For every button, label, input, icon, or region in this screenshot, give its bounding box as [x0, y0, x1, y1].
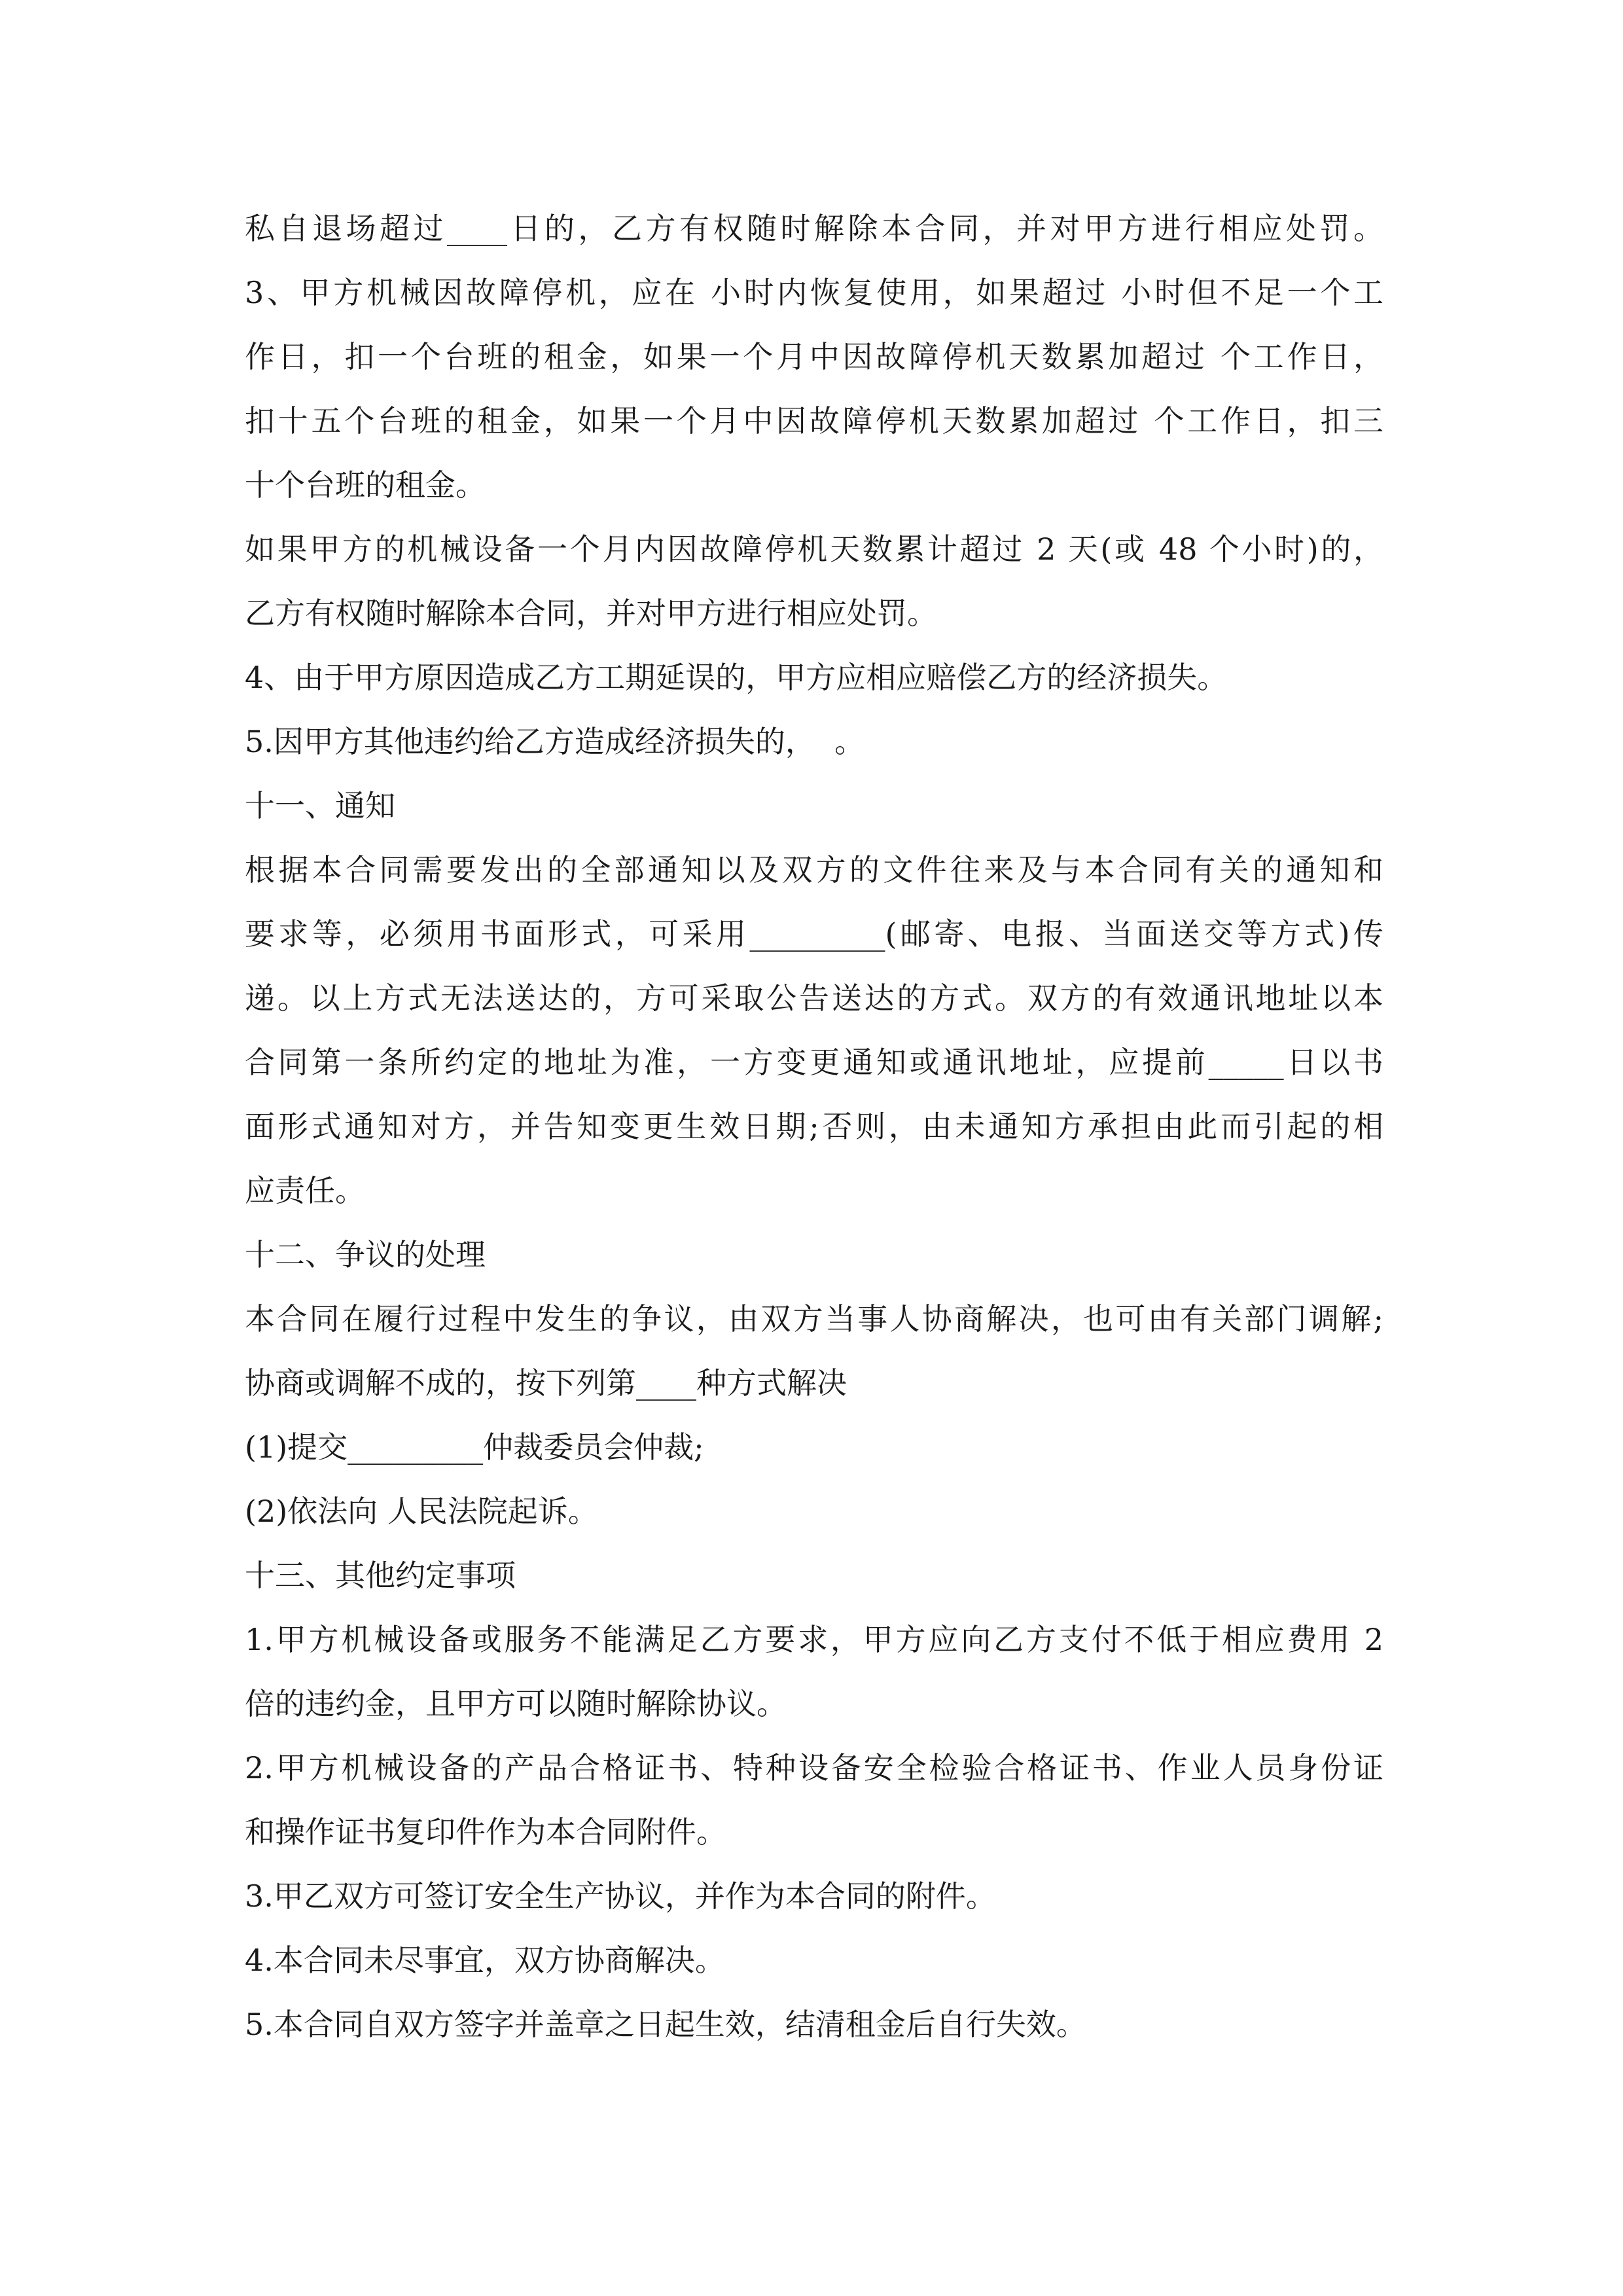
- text-line: 十个台班的租金。: [245, 467, 486, 503]
- text-line: 作日，扣一个台班的租金，如果一个月中因故障停机天数累加超过 个工作日，: [245, 339, 1383, 374]
- text-line: 4.本合同未尽事宜，双方协商解决。: [245, 1943, 725, 1978]
- section-heading: 十三、其他约定事项: [245, 1558, 516, 1593]
- contract-body: [245, 196, 1383, 2056]
- text-line: 协商或调解不成的，按下列第____种方式解决: [245, 1365, 847, 1401]
- text-line: 乙方有权随时解除本合同，并对甲方进行相应处罚。: [245, 596, 937, 631]
- text-line: 本合同在履行过程中发生的争议，由双方当事人协商解决，也可由有关部门调解;: [245, 1301, 1383, 1336]
- section-heading: 十二、争议的处理: [245, 1237, 486, 1272]
- text-line: 私自退场超过____日的，乙方有权随时解除本合同，并对甲方进行相应处罚。: [245, 211, 1383, 246]
- text-line: 要求等，必须用书面形式，可采用_________(邮寄、电报、当面送交等方式)传: [245, 916, 1383, 952]
- text-line: 和操作证书复印件作为本合同附件。: [245, 1814, 726, 1850]
- text-line: 扣十五个台班的租金，如果一个月中因故障停机天数累加超过 个工作日，扣三: [245, 403, 1383, 439]
- text-line: 根据本合同需要发出的全部通知以及双方的文件往来及与本合同有关的通知和: [245, 852, 1383, 888]
- text-line: (1)提交_________仲裁委员会仲裁;: [245, 1429, 704, 1465]
- text-line: 1.甲方机械设备或服务不能满足乙方要求，甲方应向乙方支付不低于相应费用 2: [245, 1622, 1383, 1657]
- text-line: 合同第一条所约定的地址为准，一方变更通知或通讯地址，应提前_____日以书: [245, 1045, 1383, 1080]
- text-line: 5.本合同自双方签字并盖章之日起生效，结清租金后自行失效。: [245, 2007, 1086, 2042]
- text-line: 倍的违约金，且甲方可以随时解除协议。: [245, 1686, 787, 1721]
- text-line: 面形式通知对方，并告知变更生效日期;否则，由未通知方承担由此而引起的相: [245, 1109, 1383, 1144]
- text-line: 应责任。: [245, 1173, 365, 1208]
- text-line: 2.甲方机械设备的产品合格证书、特种设备安全检验合格证书、作业人员身份证: [245, 1750, 1383, 1785]
- section-heading: 十一、通知: [245, 788, 395, 823]
- text-line: 4、由于甲方原因造成乙方工期延误的，甲方应相应赔偿乙方的经济损失。: [245, 660, 1228, 695]
- text-line: 5.因甲方其他违约给乙方造成经济损失的， 。: [245, 724, 865, 759]
- text-line: 3、甲方机械因故障停机，应在 小时内恢复使用，如果超过 小时但不足一个工: [245, 275, 1383, 310]
- text-line: 递。以上方式无法送达的，方可采取公告送达的方式。双方的有效通讯地址以本: [245, 980, 1383, 1016]
- text-line: 3.甲乙双方可签订安全生产协议，并作为本合同的附件。: [245, 1878, 996, 1914]
- text-line: 如果甲方的机械设备一个月内因故障停机天数累计超过 2 天(或 48 个小时)的，: [245, 531, 1383, 567]
- text-line: (2)依法向 人民法院起诉。: [245, 1494, 598, 1529]
